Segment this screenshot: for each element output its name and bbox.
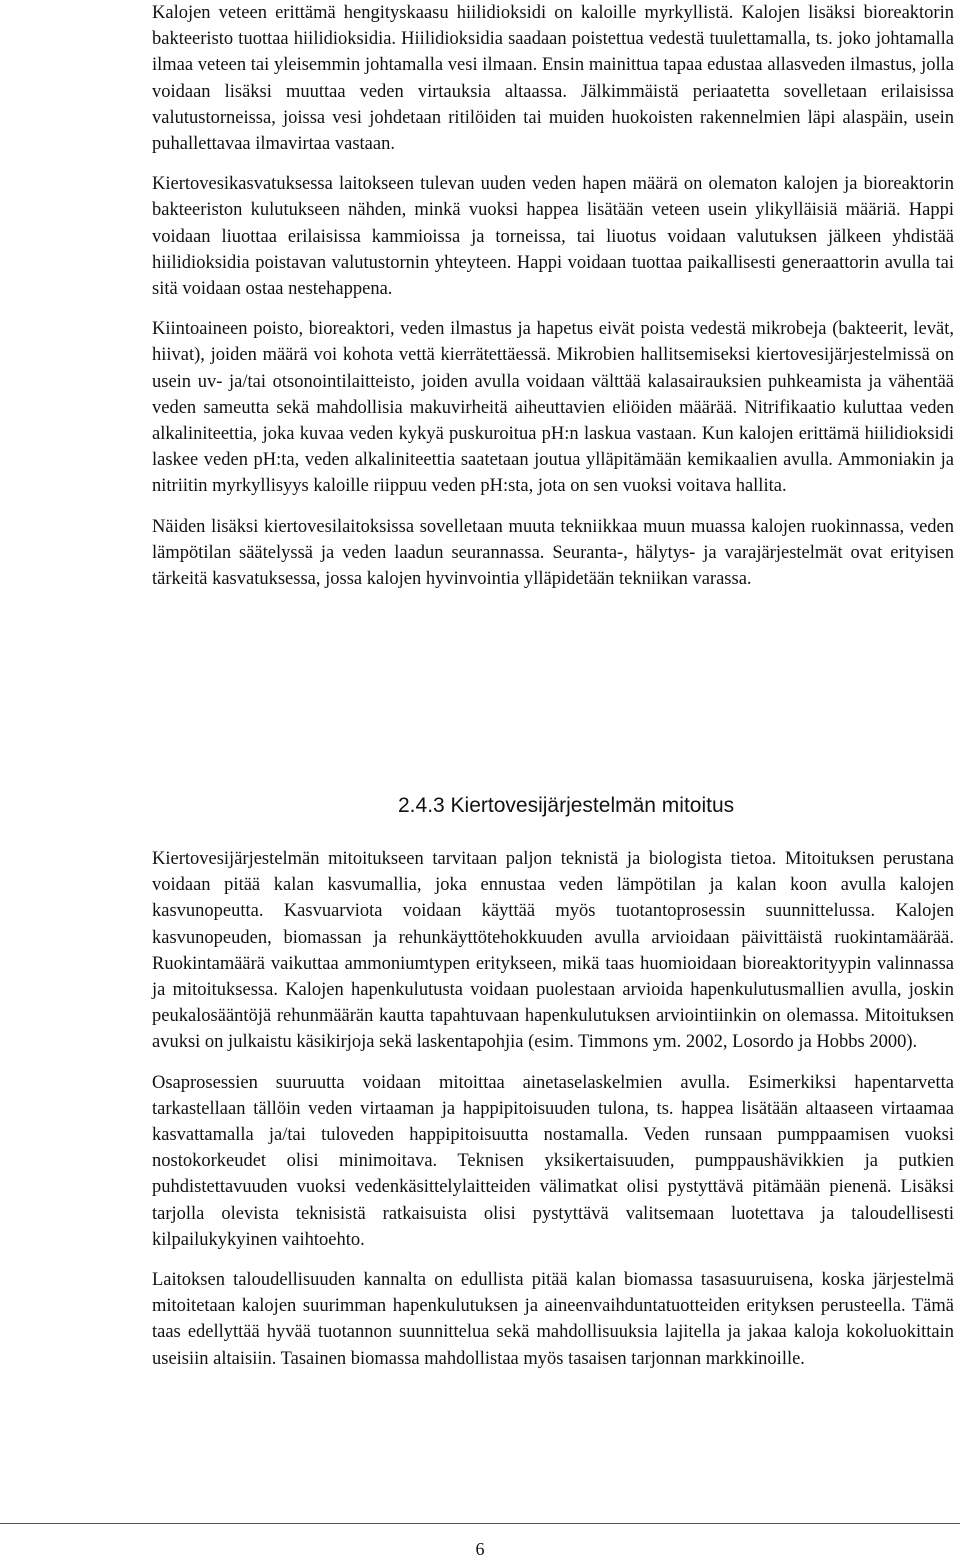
paragraph-hiilidioksidi: Kalojen veteen erittämä hengityskaasu hiilidioksidi on kaloille myrkyllistä. Kalojen lisäksi bioreaktorin bakteeristo tuottaa hiilidioksidia. Hiilidioksidia saadaan poistettua vedestä tuulettamalla, ts. joko johtamalla ilmaa veteen tai yleisemmin johtamalla vesi ilmaan. Ensin mainittua tapaa edustaa allasveden ilmastus, jolla voidaan lisäksi muuttaa veden virtauksia altaassa. Jälkimmäistä periaatetta sovelletaan erilaisissa valutustorneissa, joissa vesi johdetaan ritilöiden tai muiden huokoisten rakennelmien läpi alaspäin, usein puhallettavaa ilmavirtaa vastaan. bbox=[152, 3, 954, 155]
body-text-section bbox=[152, 846, 954, 1372]
paragraph-muu-tekniikka: Näiden lisäksi kiertovesilaitoksissa sovelletaan muuta tekniikkaa muun muassa kalojen ruokinnassa, veden lämpötilan säätelyssä ja veden laadun seurannassa. Seuranta-, hälytys- ja varajärjestelmät ovat erityisen tärkeitä kasvatuksessa, jossa kalojen hyvinvointia ylläpidetään tekniikan varassa. bbox=[152, 516, 954, 590]
paragraph-mikrobit: Kiintoaineen poisto, bioreaktori, veden ilmastus ja hapetus eivät poista vedestä mikrobeja (bakteerit, levät, hiivat), joiden määrä voi kohota vettä kierrätettäessä. Mikrobien hallitsemiseksi kiertovesijärjestelmissä on usein uv- ja/tai otsonointilaitteisto, joiden avulla voidaan välttää kalasairauksien puhkeamista ja vähentää veden sameutta sekä mahdollisia makuvirheitä aiheuttavien eliöiden määrää. Nitrifikaatio kuluttaa veden alkaliniteettia, joka kuvaa veden kykyä puskuroitua pH:n laskua vastaan. Kun kalojen erittämä hiilidioksidi laskee veden pH:ta, veden alkaliniteettia saatetaan joutua ylläpitämään kemikaalien avulla. Ammoniakin ja nitriitin myrkyllisyys kaloille riippuu veden pH:sta, jota on sen vuoksi voitava hallita. bbox=[152, 319, 954, 497]
body-text-top bbox=[152, 0, 954, 592]
paragraph-taloudellisuus: Laitoksen taloudellisuuden kannalta on edullista pitää kalan biomassa tasasuuruisena, koska järjestelmä mitoitetaan kalojen suurimman hapenkulutuksen ja aineenvaihduntatuotteiden erityksen perusteella. Tämä taas edellyttää hyvää tuotannon suunnittelua sekä mahdollisuuksia lajitella ja jakaa kaloja kokoluokittain useisiin altaisiin. Tasainen biomassa mahdollistaa myös tasaisen tarjonnan markkinoille. bbox=[152, 1270, 954, 1369]
paragraph-hapetus: Kiertovesikasvatuksessa laitokseen tulevan uuden veden hapen määrä on olematon kalojen ja bioreaktorin bakteeriston kulutukseen nähden, minkä vuoksi happea lisätään veteen usein ylikylläisiä määriä. Happi voidaan liuottaa erilaisissa kammioissa ja torneissa, tai liuotus voidaan valutuksen jälkeen yhdistää hiilidioksidia poistavan valutustornin yhteyteen. Happi voidaan tuottaa paikallisesti generaattorin avulla tai sitä voidaan ostaa nestehappena. bbox=[152, 174, 954, 300]
section-heading: 2.4.3 Kiertovesijärjestelmän mitoitus bbox=[398, 794, 735, 817]
page-number: 6 bbox=[475, 1539, 485, 1559]
footer-divider bbox=[0, 1523, 960, 1524]
paragraph-mitoitus: Kiertovesijärjestelmän mitoitukseen tarvitaan paljon teknistä ja biologista tietoa. Mitoituksen perustana voidaan pitää kalan kasvumallia, joka ennustaa veden lämpötilan ja kalan koon avulla kalojen kasvunopeutta. Kasvuarviota voidaan käyttää myös tuotantoprosessin suunnittelussa. Kalojen kasvunopeuden, biomassan ja rehunkäyttötehokkuuden avulla arvioidaan päivittäistä ruokintamäärää. Ruokintamäärä vaikuttaa ammoniumtypen eritykseen, mikä taas huomioidaan bioreaktorityypin valinnassa ja mitoituksessa. Kalojen hapenkulutusta voidaan puolestaan arvioida hapenkulutusmallien avulla, joskin peukalosääntöjä rehunmäärän kautta tapahtuvaan hapenkulutuksen arviointiinkin on olemassa. Mitoituksen avuksi on julkaistu käsikirjoja sekä laskentapohjia (esim. Timmons ym. 2002, Losordo ja Hobbs 2000). bbox=[152, 849, 954, 1053]
paragraph-osaprosessit: Osaprosessien suuruutta voidaan mitoittaa ainetaselaskelmien avulla. Esimerkiksi hapentarvetta tarkastellaan tällöin veden virtaaman ja happipitoisuuden tulona, ts. happea lisätään altaaseen virtaamaa kasvattamalla ja/tai tuloveden happipitoisuutta nostamalla. Veden runsaan pumppaamisen vuoksi nostokorkeudet olisi minimoitava. Teknisen yksikertaisuuden, pumppaushävikkien ja putkien puhdistettavuuden vuoksi vedenkäsittelylaitteiden välimatkat olisi pystyttävä pitämään pienenä. Lisäksi tarjolla olevista teknisistä ratkaisuista olisi pystyttävä valitsemaan luotettava ja taloudellisesti kilpailukykyinen vaihtoehto. bbox=[152, 1072, 954, 1250]
